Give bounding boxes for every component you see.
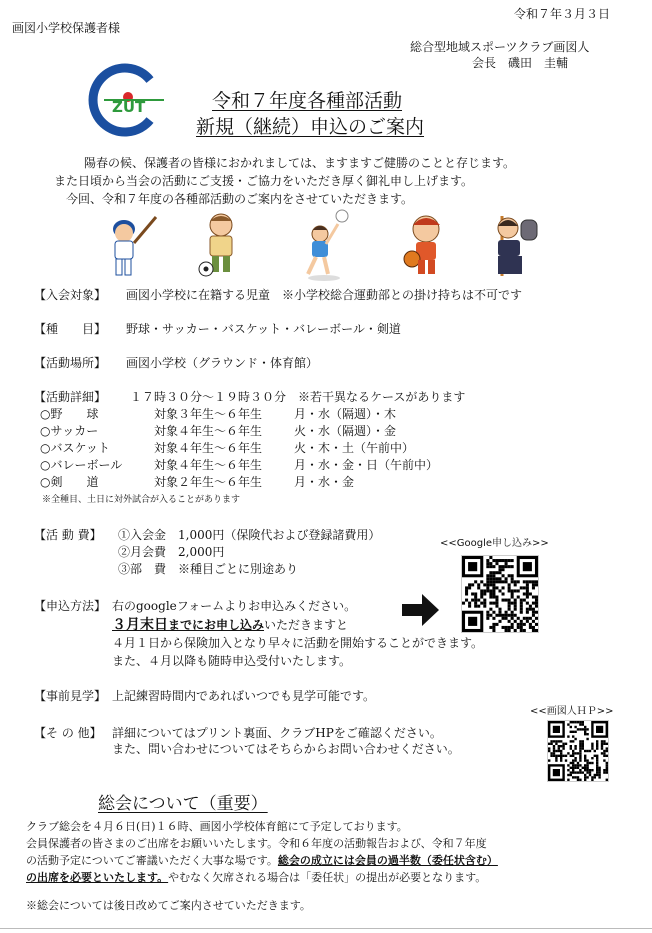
greeting-line-1: 陽春の候、保護者の皆様におかれましては、ますますご健勝のことと存じます。	[84, 156, 516, 170]
events-text: 野球・サッカー・バスケット・バレーボール・剣道	[126, 322, 401, 336]
meeting-line-4b: やむなく欠席される場合は「委任状」の提出が必要となります。	[168, 871, 487, 884]
detail-row-days: 月・水・金・日（午前中）	[294, 458, 439, 472]
place-text: 画図小学校（グラウンド・体育館）	[126, 356, 319, 370]
detail-row-name: ○バレーボール	[40, 458, 123, 472]
visit-label: 【事前見学】	[34, 689, 107, 703]
detail-row-target: 対象４年生～６年生	[154, 441, 263, 455]
google-form-qr-code[interactable]	[461, 555, 539, 633]
meeting-note: ※総会については後日改めてご案内させていただきます。	[26, 899, 311, 912]
document-date: 令和７年３月３日	[514, 7, 611, 21]
apply-label: 【申込方法】	[34, 599, 107, 613]
fee-item: ③部 費 ※種目ごとに別途あり	[118, 562, 299, 576]
fee-item: ①入会金 1,000円（保険代および登録諸費用）	[118, 528, 381, 542]
organization-name: 総合型地域スポーツクラブ画図人	[410, 40, 590, 54]
detail-row-name: ○剣 道	[40, 475, 99, 489]
detail-row-target: 対象４年生～６年生	[154, 458, 263, 472]
fee-item: ②月会費 2,000円	[118, 545, 225, 559]
meeting-line-4	[26, 870, 486, 885]
target-label: 【入会対象】	[34, 288, 107, 302]
detail-row-name: ○野 球	[40, 407, 99, 421]
detail-row-days: 月・水（隔週）・木	[294, 407, 397, 421]
page-title-line1: 令和７年度各種部活動	[212, 90, 403, 112]
apply-line-2	[112, 614, 348, 634]
apply-line-4: また、４月以降も随時申込受付いたします。	[112, 654, 352, 668]
deadline-suffix: までにお申し込み	[168, 618, 265, 632]
detail-row-name: ○サッカー	[40, 424, 99, 438]
meeting-line-3	[26, 853, 498, 868]
apply-line-3: ４月１日から保険加入となり早々に活動を開始することができます。	[112, 636, 484, 650]
detail-row-days: 月・水・金	[294, 475, 355, 489]
detail-label: 【活動詳細】	[34, 390, 107, 404]
detail-time: １７時３０分～１９時３０分 ※若干異なるケースがあります	[130, 390, 466, 404]
president-name: 会長 磯田 圭輔	[472, 56, 569, 70]
detail-row-name: ○バスケット	[40, 441, 110, 455]
detail-row-target: 対象３年生～６年生	[154, 407, 263, 421]
detail-note: ※全種目、土日に対外試合が入ることがあります	[42, 495, 241, 505]
logo-text: ZUT	[112, 98, 146, 116]
other-line-1: 詳細についてはプリント裏面、クラブHPをご確認ください。	[112, 726, 442, 740]
greeting-line-2: また日頃から当会の活動にご支援・ご協力をいただき厚く御礼申し上げます。	[54, 174, 474, 188]
detail-row-target: 対象２年生～６年生	[154, 475, 263, 489]
deadline-date: ３月末日	[112, 617, 168, 633]
greeting-line-3: 今回、令和７年度の各種部活動のご案内をさせていただきます。	[66, 192, 414, 206]
meeting-line-2: 会員保護者の皆さまのご出席をお願いいたします。令和６年度の活動報告および、令和７年度	[26, 837, 487, 850]
meeting-quorum-note: 総会の成立には会員の過半数（委任状含む）	[277, 854, 498, 867]
apply-line-1: 右のgoogleフォームよりお申込みください。	[112, 599, 357, 613]
soccer-player-icon	[196, 211, 244, 283]
google-form-qr-label: <<Google申し込み>>	[440, 538, 549, 549]
detail-row-target: 対象４年生～６年生	[154, 424, 263, 438]
place-label: 【活動場所】	[34, 356, 107, 370]
other-label: 【そ の 他】	[34, 726, 102, 740]
kendo-player-icon	[488, 212, 544, 284]
meeting-line-1: クラブ総会を４月６日(日)１６時、画図小学校体育館にて予定しております。	[26, 820, 408, 833]
page-bottom-divider	[0, 928, 652, 929]
apply-line-2-rest: いただきますと	[264, 618, 349, 632]
other-line-2: また、問い合わせについてはそちらからお問い合わせください。	[112, 742, 460, 756]
visit-text: 上記練習時間内であればいつでも見学可能です。	[112, 689, 376, 703]
page-title-line2: 新規（継続）申込のご案内	[196, 116, 425, 138]
fees-label: 【活 動 費】	[34, 528, 102, 542]
meeting-line-3a: の活動予定についてご審議いただく大事な場です。	[26, 854, 278, 867]
volleyball-player-icon	[298, 208, 354, 286]
meeting-attendance-required: の出席を必要といたします。	[26, 871, 169, 884]
baseball-player-icon	[104, 213, 160, 283]
target-text: 画図小学校に在籍する児童 ※小学校総合運動部との掛け持ちは不可です	[126, 288, 523, 302]
detail-row-days: 火・水（隔週）・金	[294, 424, 397, 438]
arrow-right-icon	[402, 593, 440, 631]
basketball-player-icon	[400, 211, 454, 283]
meeting-heading: 総会について（重要）	[98, 794, 268, 814]
addressee: 画図小学校保護者様	[12, 21, 121, 35]
club-hp-qr-code[interactable]	[547, 720, 609, 782]
detail-row-days: 火・木・土（午前中）	[294, 441, 415, 455]
events-label: 【種 目】	[34, 322, 107, 336]
club-logo	[84, 62, 166, 138]
hp-qr-label: <<画図人ＨＰ>>	[530, 706, 614, 717]
